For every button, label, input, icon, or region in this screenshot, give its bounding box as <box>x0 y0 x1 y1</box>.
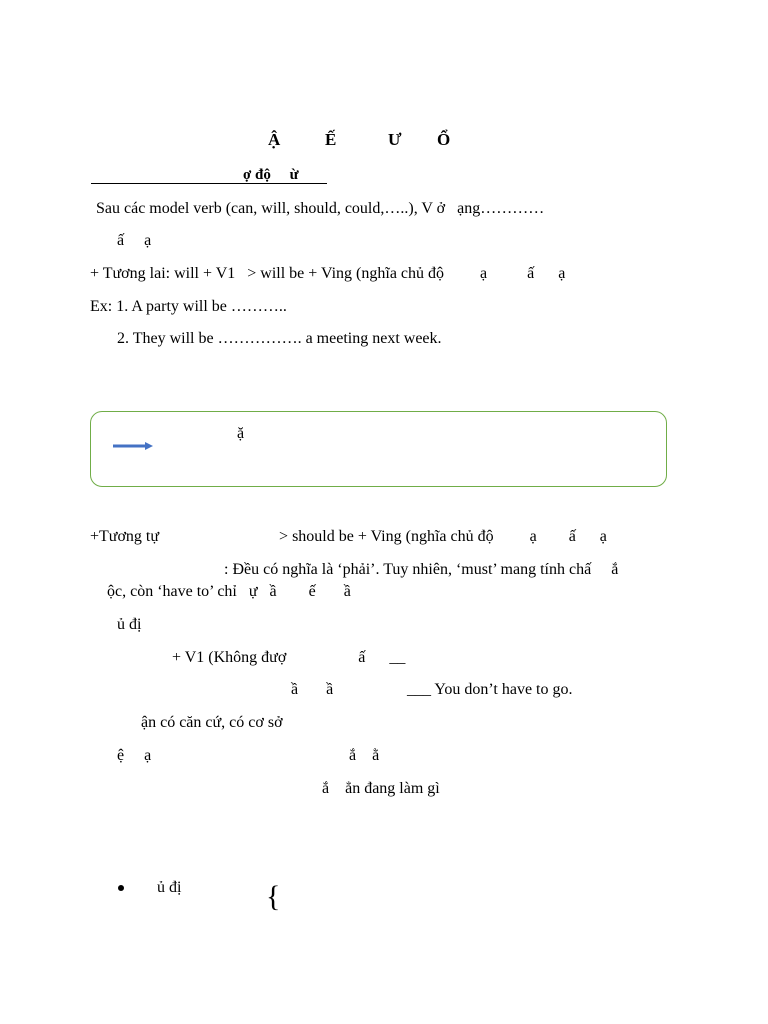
paragraph-line-2: ấ ạ <box>117 232 152 249</box>
bullet-point <box>118 885 124 891</box>
paragraph-line-9b: ___ You don’t have to go. <box>407 681 573 698</box>
paragraph-line-8: + V1 (Không đượ ấ __ <box>172 649 406 666</box>
paragraph-line-11b: ắ ằ <box>349 747 380 764</box>
paragraph-line-7: ủ đị <box>117 616 142 633</box>
paragraph-line-4: +Tương tự > should be + Ving (nghĩa chủ độ ạ ấ ạ <box>90 528 607 545</box>
paragraph-line-12: ắ ẳn đang làm gì <box>322 780 440 797</box>
paragraph-line-6: ộc, còn ‘have to’ chỉ ự ầ ế ầ <box>107 583 351 600</box>
title-char-1: Ậ <box>268 130 281 149</box>
paragraph-line-9a: ầ ầ <box>291 681 334 698</box>
note-box-text: ặ <box>237 425 245 442</box>
bullet-item-text: ủ đị <box>157 879 182 896</box>
paragraph-line-5: : Đều có nghĩa là ‘phải’. Tuy nhiên, ‘must’ mang tính chấ ắ <box>224 561 619 578</box>
paragraph-line-10: ận có căn cứ, có cơ sở <box>141 714 283 731</box>
paragraph-line-1: Sau các model verb (can, will, should, could,…..), V ở ạng………… <box>96 200 545 217</box>
subtitle-underline <box>91 183 327 184</box>
example-line-1: Ex: 1. A party will be ……….. <box>90 298 287 315</box>
title-char-3: Ư <box>388 130 402 149</box>
brace: { <box>266 880 281 913</box>
title-char-2: Ế <box>325 130 337 149</box>
right-arrow-icon <box>113 440 153 452</box>
subtitle: ợ độ ừ <box>243 167 299 183</box>
paragraph-line-3: + Tương lai: will + V1 > will be + Ving (nghĩa chủ độ ạ ấ ạ <box>90 265 566 282</box>
paragraph-line-11a: ệ ạ <box>117 747 152 764</box>
title-char-4: Ổ <box>437 130 451 149</box>
note-box <box>90 411 667 487</box>
example-line-2: 2. They will be ……………. a meeting next week. <box>117 330 442 347</box>
